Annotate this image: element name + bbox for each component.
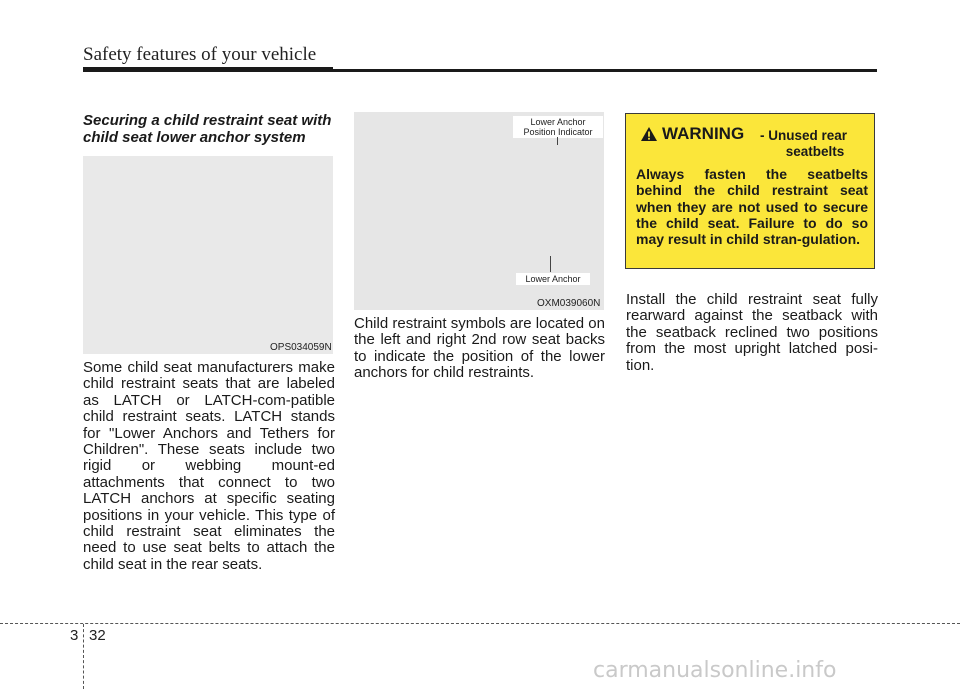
section-heading-line2: child seat lower anchor system <box>83 129 306 146</box>
warning-body: Always fasten the seatbelts behind the child restraint seat when they are not used to secure the child seat. Failure to do so may result in child stran-gulation. <box>636 166 868 248</box>
image-code-2: OXM039060N <box>537 298 601 309</box>
header-rule <box>83 69 877 72</box>
section-heading-line1: Securing a child restraint seat with <box>83 112 332 129</box>
callout-leader-line-bottom <box>550 256 551 272</box>
callout-top-line1: Lower Anchor <box>530 117 586 127</box>
section-heading <box>83 112 335 146</box>
chapter-number: 3 <box>70 627 79 644</box>
callout-leader-line-top <box>557 137 558 145</box>
page-header-title: Safety features of your vehicle <box>83 44 317 65</box>
warning-subtitle <box>760 128 870 160</box>
watermark-text: carmanualsonline.info <box>593 658 837 683</box>
warning-box <box>625 113 875 269</box>
callout-lower-anchor: Lower Anchor <box>516 273 590 285</box>
symbols-description-paragraph: Child restraint symbols are located on the left and right 2nd row seat backs to indicate the position of the lower anchors for child restraints. <box>354 315 605 382</box>
install-instruction-paragraph: Install the child restraint seat fully rearward against the seatback with the seatback reclined two positions from the most upright latched posi-tion. <box>626 291 878 374</box>
page-number: 32 <box>89 627 106 644</box>
callout-lower-anchor-position-indicator <box>513 116 603 138</box>
warning-subtitle-line2: seatbelts <box>785 144 845 159</box>
callout-top-line2: Position Indicator <box>523 127 593 137</box>
warning-title: WARNING <box>662 124 745 143</box>
warning-subtitle-line1: - Unused rear <box>760 128 848 143</box>
latch-description-paragraph: Some child seat manufacturers make child restraint seats that are labeled as LATCH or LATCH-com-patible child restraint seats. LATCH stands for "Lower Anchors and Tethers for Children". These seats include two rigid or webbing mount-ed attachments that connect to two LATCH anchors at specific seating positions in your vehicle. This type of child restraint seat eliminates the need to use seat belts to attach the child seat in the rear seats. <box>83 359 335 573</box>
warning-triangle-icon <box>640 126 658 142</box>
footer-dashed-rule <box>0 623 960 624</box>
lower-anchor-photo <box>83 156 333 354</box>
footer-vertical-rule <box>83 624 84 689</box>
image-code-1: OPS034059N <box>270 342 332 353</box>
